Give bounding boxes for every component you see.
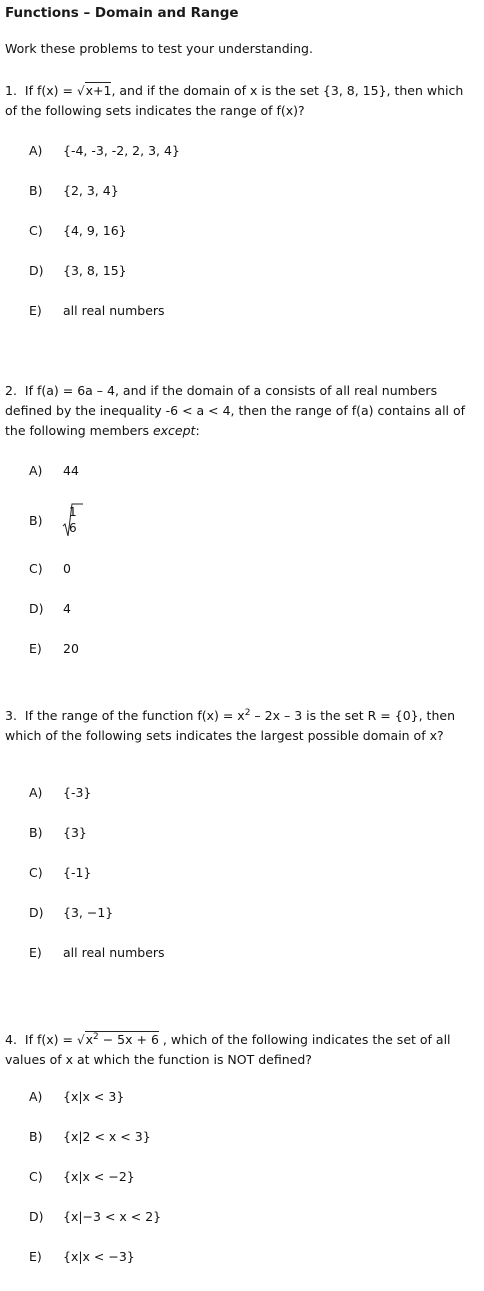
option-letter: E) — [29, 641, 42, 656]
question-text: , and if the domain of x is the set {3, 8, 15}, then which of the following sets indicates the range of f(x)? — [5, 83, 464, 118]
answer-option[interactable] — [29, 261, 127, 281]
answer-option[interactable] — [29, 301, 165, 321]
question-1 — [5, 81, 479, 121]
option-value: {x|x < −3} — [63, 1249, 135, 1264]
option-value: 0 — [63, 561, 71, 576]
answer-option[interactable] — [29, 823, 87, 843]
option-value: {x|x < −2} — [63, 1169, 135, 1184]
radical-sign: √ — [76, 84, 85, 98]
question-4 — [5, 1027, 479, 1070]
option-value: {3} — [63, 825, 87, 840]
answer-option[interactable] — [29, 943, 165, 963]
option-value: {3, 8, 15} — [63, 263, 127, 278]
page-title: Functions – Domain and Range — [5, 5, 239, 21]
answer-option[interactable] — [29, 863, 91, 883]
option-value: all real numbers — [63, 945, 165, 960]
option-value: {-1} — [63, 865, 92, 880]
question-text: If f(x) = — [24, 1032, 77, 1048]
option-value: 44 — [63, 463, 79, 478]
option-value: 4 — [63, 601, 71, 616]
answer-option[interactable] — [29, 1167, 135, 1187]
answer-option[interactable] — [29, 559, 71, 579]
option-letter: B) — [29, 513, 43, 528]
fraction-numerator: 1 — [69, 505, 77, 519]
question-text: If f(x) = — [24, 83, 77, 98]
option-letter: D) — [29, 1209, 44, 1224]
question-text-end: : — [195, 423, 200, 438]
option-letter: A) — [29, 143, 43, 158]
option-letter: E) — [29, 945, 42, 960]
question-number: 2. — [5, 383, 17, 398]
option-value: {4, 9, 16} — [63, 223, 127, 238]
option-value: {-4, -3, -2, 2, 3, 4} — [63, 143, 180, 158]
answer-option[interactable] — [29, 1127, 151, 1147]
option-letter: A) — [29, 785, 43, 800]
radicand — [85, 1031, 159, 1047]
intro-text: Work these problems to test your understanding. — [5, 41, 313, 56]
answer-option[interactable] — [29, 461, 79, 481]
radicand: x+1 — [85, 83, 112, 98]
option-letter: C) — [29, 1169, 43, 1184]
radical-sign: √ — [76, 1033, 85, 1048]
question-number: 3. — [5, 708, 17, 724]
radicand-rest: − 5x + 6 — [98, 1032, 159, 1048]
option-letter: E) — [29, 303, 42, 318]
option-letter: A) — [29, 463, 43, 478]
answer-option[interactable] — [29, 141, 180, 161]
answer-option[interactable] — [29, 783, 91, 803]
question-text: – 2x – 3 is the set R = {0}, then which of the following sets indicates the largest possible domain of x? — [5, 708, 455, 744]
answer-option[interactable] — [29, 903, 113, 923]
option-letter: D) — [29, 601, 44, 616]
option-value: {2, 3, 4} — [63, 183, 119, 198]
answer-option[interactable] — [29, 1087, 124, 1107]
exponent: 2 — [93, 1032, 99, 1042]
exponent: 2 — [244, 708, 251, 718]
question-text: , which of the following indicates the set of all values of x at which the function is NOT defined? — [5, 1032, 451, 1068]
option-letter: B) — [29, 183, 43, 198]
option-letter: A) — [29, 1089, 43, 1104]
option-letter: B) — [29, 1129, 43, 1144]
question-text: If f(a) = 6a – 4, and if the domain of a consists of all real numbers defined by the inequality -6 < a < 4, then the range of f(a) contains all of the following members — [5, 383, 466, 438]
question-number: 4. — [5, 1032, 17, 1048]
fraction-denominator: 6 — [69, 521, 77, 535]
option-value: {-3} — [63, 785, 92, 800]
option-value: {x|−3 < x < 2} — [63, 1209, 162, 1224]
answer-option[interactable] — [29, 502, 109, 542]
option-value: all real numbers — [63, 303, 165, 318]
option-value: 20 — [63, 641, 79, 656]
question-emphasis: except — [152, 423, 196, 438]
question-number: 1. — [5, 83, 17, 98]
option-letter: D) — [29, 263, 44, 278]
question-2 — [5, 381, 479, 441]
option-letter: D) — [29, 905, 44, 920]
answer-option[interactable] — [29, 639, 79, 659]
answer-option[interactable] — [29, 1247, 135, 1267]
answer-option[interactable] — [29, 221, 127, 241]
answer-option[interactable] — [29, 181, 119, 201]
option-letter: E) — [29, 1249, 42, 1264]
option-letter: C) — [29, 865, 43, 880]
option-value: {x|x < 3} — [63, 1089, 125, 1104]
option-letter: B) — [29, 825, 43, 840]
option-value: {x|2 < x < 3} — [63, 1129, 151, 1144]
question-3 — [5, 703, 479, 746]
radicand-base: x — [85, 1032, 94, 1048]
option-value: {3, −1} — [63, 905, 114, 920]
option-letter: C) — [29, 223, 43, 238]
answer-option[interactable] — [29, 599, 71, 619]
answer-option[interactable] — [29, 1207, 161, 1227]
option-letter: C) — [29, 561, 43, 576]
question-text: If the range of the function f(x) = x — [24, 708, 245, 724]
